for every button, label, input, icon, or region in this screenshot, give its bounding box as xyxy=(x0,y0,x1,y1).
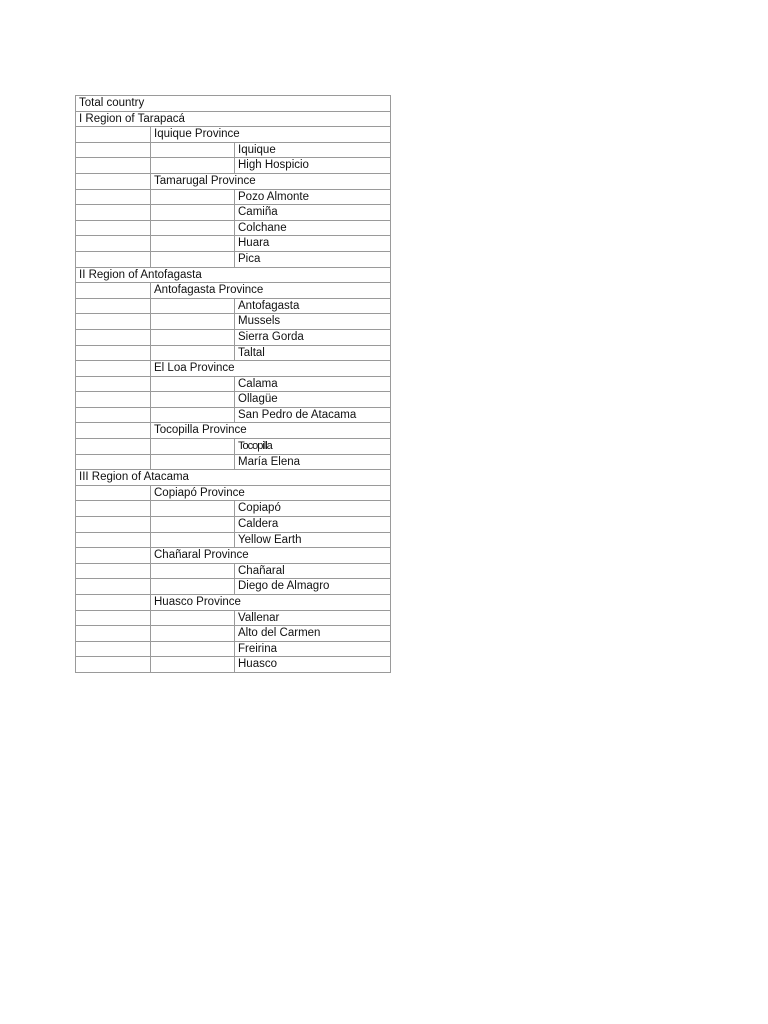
table-cell[interactable] xyxy=(75,329,151,345)
table-row xyxy=(75,641,391,657)
table-cell[interactable] xyxy=(234,438,391,454)
table-cell[interactable] xyxy=(150,422,391,438)
table-cell[interactable] xyxy=(75,126,151,142)
table-cell[interactable] xyxy=(75,610,151,626)
table-cell[interactable] xyxy=(234,454,391,470)
table-cell[interactable] xyxy=(234,235,391,251)
table-cell[interactable] xyxy=(150,594,391,610)
table-cell[interactable] xyxy=(150,578,235,594)
table-row xyxy=(75,391,391,407)
table-cell[interactable] xyxy=(234,563,391,579)
cell-text: San Pedro de Atacama xyxy=(238,408,357,421)
cell-text: Calama xyxy=(238,377,278,390)
table-row xyxy=(75,516,391,532)
table-cell[interactable] xyxy=(75,641,151,657)
table-cell[interactable] xyxy=(75,95,391,111)
table-cell[interactable] xyxy=(75,454,151,470)
table-cell[interactable] xyxy=(75,142,151,158)
table-row xyxy=(75,313,391,329)
table-row xyxy=(75,610,391,626)
table-cell[interactable] xyxy=(234,391,391,407)
table-row xyxy=(75,126,391,142)
cell-text: Camiña xyxy=(238,206,278,219)
table-cell[interactable] xyxy=(150,329,235,345)
table-cell[interactable] xyxy=(234,610,391,626)
table-cell[interactable] xyxy=(150,282,391,298)
table-cell[interactable] xyxy=(234,532,391,548)
table-cell[interactable] xyxy=(150,298,235,314)
table-row xyxy=(75,407,391,423)
table-row xyxy=(75,656,391,672)
table-row xyxy=(75,220,391,236)
table-cell[interactable] xyxy=(75,438,151,454)
table-row xyxy=(75,329,391,345)
table-cell[interactable] xyxy=(234,204,391,220)
cell-text: Sierra Gorda xyxy=(238,330,304,343)
cell-text: Chañaral Province xyxy=(154,549,249,562)
table-cell[interactable] xyxy=(75,422,151,438)
table-cell[interactable] xyxy=(150,251,235,267)
table-cell[interactable] xyxy=(234,329,391,345)
table-cell[interactable] xyxy=(75,594,151,610)
table-cell[interactable] xyxy=(150,485,391,501)
table-cell[interactable] xyxy=(75,345,151,361)
table-row xyxy=(75,267,391,283)
table-cell[interactable] xyxy=(75,469,391,485)
table-cell[interactable] xyxy=(150,391,235,407)
table-cell[interactable] xyxy=(234,345,391,361)
table-cell[interactable] xyxy=(75,111,391,127)
table-cell[interactable] xyxy=(150,189,235,205)
table-cell[interactable] xyxy=(150,532,235,548)
table-cell[interactable] xyxy=(150,641,235,657)
table-cell[interactable] xyxy=(234,407,391,423)
table-cell[interactable] xyxy=(234,189,391,205)
table-row xyxy=(75,469,391,485)
table-cell[interactable] xyxy=(150,516,235,532)
table-cell[interactable] xyxy=(150,313,235,329)
table-row xyxy=(75,157,391,173)
table-row xyxy=(75,111,391,127)
table-cell[interactable] xyxy=(150,235,235,251)
table-cell[interactable] xyxy=(75,298,151,314)
table-cell[interactable] xyxy=(75,360,151,376)
table-row xyxy=(75,594,391,610)
table-cell[interactable] xyxy=(234,578,391,594)
cell-text: Colchane xyxy=(238,221,287,234)
cell-text: Pica xyxy=(238,252,261,265)
table-cell[interactable] xyxy=(75,173,151,189)
table-row xyxy=(75,625,391,641)
table-cell[interactable] xyxy=(234,142,391,158)
cell-text: Tocopilla xyxy=(238,440,272,453)
table-cell[interactable] xyxy=(75,485,151,501)
table-cell[interactable] xyxy=(75,563,151,579)
cell-text: Huasco Province xyxy=(154,596,241,608)
table-bottom-border xyxy=(75,672,391,673)
table-cell[interactable] xyxy=(75,532,151,548)
cell-text: I Region of Tarapacá xyxy=(79,112,185,125)
table-cell[interactable] xyxy=(75,625,151,641)
table-cell[interactable] xyxy=(234,313,391,329)
table-cell[interactable] xyxy=(150,360,391,376)
table-cell[interactable] xyxy=(150,204,235,220)
table-cell[interactable] xyxy=(234,157,391,173)
table-row xyxy=(75,547,391,563)
table-cell[interactable] xyxy=(75,189,151,205)
table-row xyxy=(75,578,391,594)
table-row xyxy=(75,345,391,361)
table-cell[interactable] xyxy=(75,204,151,220)
cell-text: Chañaral xyxy=(238,564,285,577)
cell-text: Huasco xyxy=(238,658,277,671)
table-row xyxy=(75,532,391,548)
table-row xyxy=(75,189,391,205)
table-row xyxy=(75,438,391,454)
table-cell[interactable] xyxy=(234,516,391,532)
cell-text: Huara xyxy=(238,237,270,250)
table-cell[interactable] xyxy=(150,173,391,189)
table-cell[interactable] xyxy=(150,563,235,579)
table-row xyxy=(75,298,391,314)
table-cell[interactable] xyxy=(150,407,235,423)
table-row xyxy=(75,142,391,158)
table-cell[interactable] xyxy=(75,391,151,407)
cell-text: Vallenar xyxy=(238,611,280,624)
table-cell[interactable] xyxy=(75,157,151,173)
table-row xyxy=(75,485,391,501)
cell-text: Pozo Almonte xyxy=(238,190,309,203)
table-row xyxy=(75,204,391,220)
table-cell[interactable] xyxy=(234,220,391,236)
table-row xyxy=(75,422,391,438)
table-cell[interactable] xyxy=(234,251,391,267)
table-row xyxy=(75,235,391,251)
table-cell[interactable] xyxy=(75,267,391,283)
table-cell[interactable] xyxy=(75,547,151,563)
table-row xyxy=(75,95,391,111)
cell-text: Mussels xyxy=(238,315,281,328)
table-cell[interactable] xyxy=(150,157,235,173)
table-cell[interactable] xyxy=(75,656,151,672)
cell-text: Iquique xyxy=(238,143,276,156)
cell-text: Copiapó Province xyxy=(154,486,245,499)
table-cell[interactable] xyxy=(150,142,235,158)
table-row xyxy=(75,360,391,376)
cell-text: Copiapó xyxy=(238,502,281,515)
table-cell[interactable] xyxy=(75,516,151,532)
cell-text: Antofagasta xyxy=(238,299,300,312)
table-cell[interactable] xyxy=(150,126,391,142)
table-cell[interactable] xyxy=(150,345,235,361)
cell-text: Freirina xyxy=(238,642,277,655)
table-cell[interactable] xyxy=(75,313,151,329)
table-cell[interactable] xyxy=(150,547,391,563)
spreadsheet-table xyxy=(75,95,391,672)
table-row xyxy=(75,376,391,392)
cell-text: Ollagüe xyxy=(238,393,278,406)
cell-text: Taltal xyxy=(238,346,265,359)
table-row xyxy=(75,500,391,516)
table-row xyxy=(75,251,391,267)
table-cell[interactable] xyxy=(150,625,235,641)
cell-text: Diego de Almagro xyxy=(238,580,330,593)
table-row xyxy=(75,282,391,298)
table-cell[interactable] xyxy=(150,376,235,392)
table-cell[interactable] xyxy=(75,282,151,298)
cell-text: Alto del Carmen xyxy=(238,627,321,640)
cell-text: María Elena xyxy=(238,455,301,468)
table-cell[interactable] xyxy=(75,578,151,594)
table-row xyxy=(75,173,391,189)
cell-text: Tocopilla Province xyxy=(154,424,247,437)
table-cell[interactable] xyxy=(234,625,391,641)
table-row xyxy=(75,563,391,579)
cell-text: Tamarugal Province xyxy=(154,174,256,187)
cell-text: Antofagasta Province xyxy=(154,284,264,297)
table-cell[interactable] xyxy=(150,220,235,236)
cell-text: High Hospicio xyxy=(238,159,309,172)
cell-text: II Region of Antofagasta xyxy=(79,268,202,281)
table-cell[interactable] xyxy=(75,235,151,251)
cell-text: Total country xyxy=(79,97,145,109)
table-cell[interactable] xyxy=(75,376,151,392)
table-cell[interactable] xyxy=(75,220,151,236)
cell-text: Caldera xyxy=(238,518,279,531)
cell-text: El Loa Province xyxy=(154,362,235,375)
table-cell[interactable] xyxy=(234,500,391,516)
table-cell[interactable] xyxy=(234,656,391,672)
table-cell[interactable] xyxy=(150,454,235,470)
table-cell[interactable] xyxy=(75,251,151,267)
table-cell[interactable] xyxy=(150,610,235,626)
cell-text: Iquique Province xyxy=(154,128,240,141)
table-cell[interactable] xyxy=(75,407,151,423)
cell-text: III Region of Atacama xyxy=(79,471,189,484)
table-cell[interactable] xyxy=(75,500,151,516)
table-cell[interactable] xyxy=(234,641,391,657)
cell-text: Yellow Earth xyxy=(238,533,302,546)
table-row xyxy=(75,454,391,470)
table-cell[interactable] xyxy=(150,438,235,454)
table-cell[interactable] xyxy=(234,298,391,314)
table-cell[interactable] xyxy=(150,656,235,672)
table-cell[interactable] xyxy=(234,376,391,392)
table-cell[interactable] xyxy=(150,500,235,516)
